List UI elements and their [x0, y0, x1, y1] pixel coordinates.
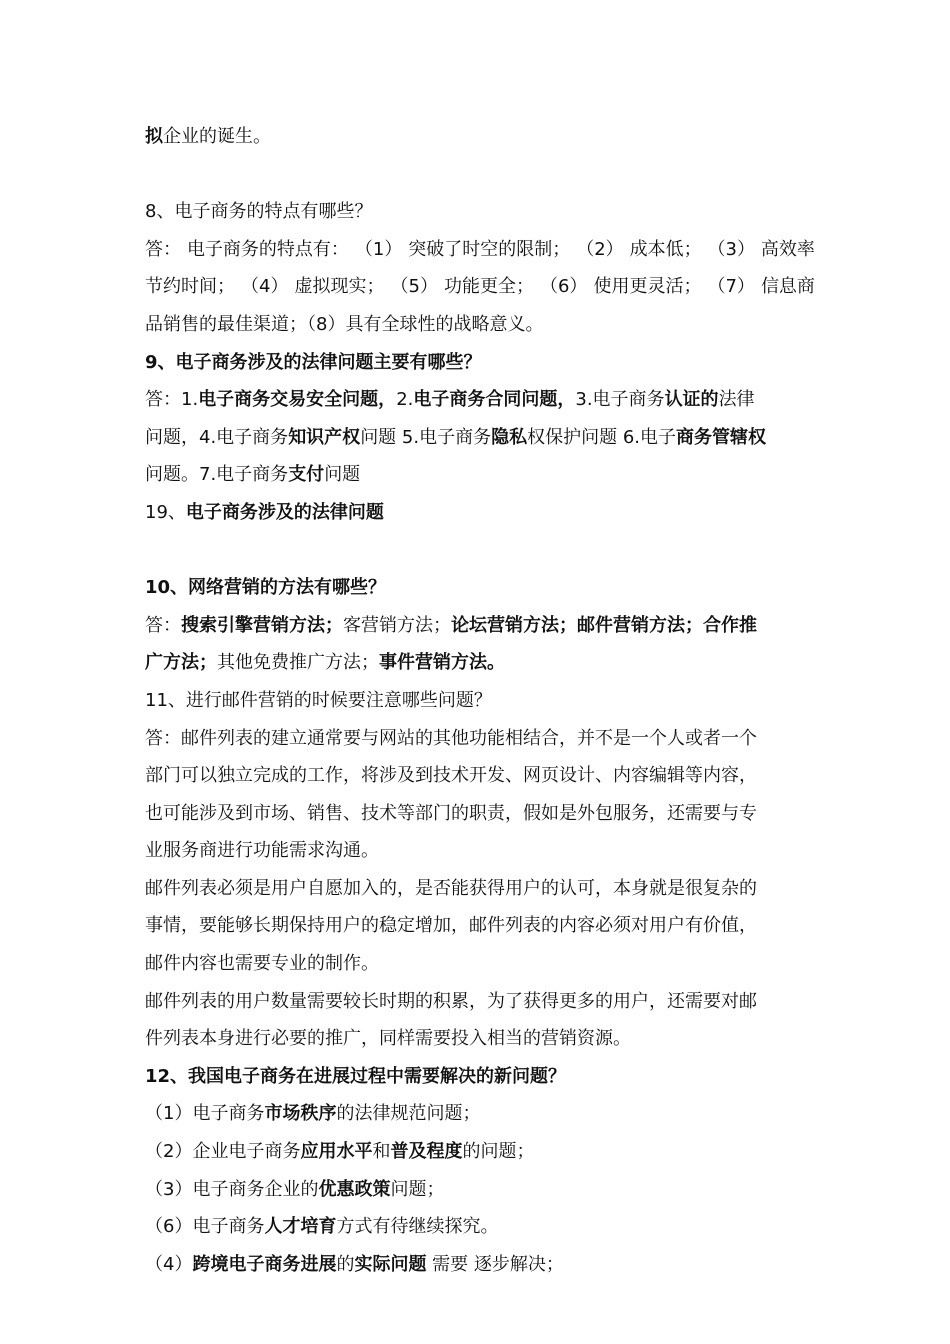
text: 信息商	[760, 276, 815, 298]
answer-line	[145, 644, 815, 682]
answer-line: 也可能涉及到市场、销售、技术等部门的职责，假如是外包服务，还需要与专	[145, 802, 757, 824]
question-heading-11: 11、进行邮件营销的时候要注意哪些问题？	[145, 689, 492, 711]
bold-text: 普及程度	[390, 1141, 463, 1163]
bold-text: 电子商务涉及的法律问题	[185, 501, 384, 523]
answer-line: 邮件列表的用户数量需要较长时期的积累，为了获得更多的用户，还需要对邮	[145, 990, 757, 1012]
list-item	[145, 1208, 815, 1246]
text: 使用更灵活；	[593, 276, 702, 298]
answer-line	[145, 494, 815, 532]
text: （1）	[354, 238, 403, 260]
bold-text: 优惠政策	[318, 1178, 391, 1200]
text: 19、	[145, 501, 186, 523]
bold-text: 实际问题	[354, 1253, 427, 1275]
paragraph-line	[145, 118, 815, 156]
text: （3）	[707, 238, 755, 260]
text: 法律	[718, 389, 755, 411]
bold-text: 广方法；	[145, 652, 217, 674]
bold-text: 搜索引擎营销方法；	[181, 614, 343, 636]
text: （6）电子商务	[145, 1216, 265, 1238]
answer-line	[145, 231, 815, 269]
answer-line	[145, 456, 815, 494]
answer-line	[145, 419, 815, 457]
text: 节约时间；	[145, 276, 235, 298]
bold-text: 市场秩序	[264, 1103, 337, 1125]
text: （1）电子商务	[145, 1103, 265, 1125]
text: 问题。7.电子商务	[145, 464, 289, 486]
question-heading-10: 10、网络营销的方法有哪些？	[145, 577, 387, 599]
text: 企业的诞生。	[163, 126, 271, 147]
text: 虚拟现实；	[294, 276, 385, 298]
bold-text: 事件营销方法。	[379, 652, 505, 674]
bold-text: 电子商务交易安全问题，	[198, 389, 397, 411]
bold-text: 支付	[288, 464, 325, 486]
answer-line: 答：邮件列表的建立通常要与网站的其他功能相结合，并不是一个人或者一个	[145, 727, 757, 749]
text: （4）	[145, 1253, 193, 1275]
bold-text: 拟	[145, 126, 163, 147]
text: （7）	[707, 276, 755, 298]
text: 问题；	[390, 1178, 445, 1200]
text: 客营销方法；	[343, 614, 451, 636]
blank-line	[145, 156, 815, 194]
question-heading-8: 8、电子商务的特点有哪些？	[145, 201, 373, 223]
answer-line: 品销售的最佳渠道；（8）具有全球性的战略意义。	[145, 313, 544, 335]
answer-line: 邮件列表必须是用户自愿加入的，是否能获得用户的认可，本身就是很复杂的	[145, 877, 757, 899]
text: 高效率	[760, 238, 815, 260]
bold-text: 电子商务合同问题，	[413, 389, 576, 411]
answer-line: 邮件内容也需要专业的制作。	[145, 953, 379, 975]
question-heading-12: 12、我国电子商务在进展过程中需要解决的新问题？	[145, 1065, 567, 1087]
text: 电子商务的特点有：	[186, 238, 349, 260]
bold-text: 商务管辖权	[676, 426, 766, 448]
answer-line: 件列表本身进行必要的推广，同样需要投入相当的营销资源。	[145, 1028, 631, 1050]
text: 需要 逐步解决；	[426, 1253, 564, 1275]
list-item	[145, 1095, 815, 1133]
list-item	[145, 1171, 815, 1209]
answer-line: 部门可以独立完成的工作，将涉及到技术开发、网页设计、内容编辑等内容，	[145, 765, 757, 787]
text: 答：	[145, 614, 181, 636]
text: 答：1.	[145, 389, 199, 411]
bold-text: 认证的	[664, 389, 719, 411]
text: （3）电子商务企业的	[145, 1178, 319, 1200]
bold-text: 论坛营销方法；邮件营销方法；合作推	[451, 614, 757, 636]
text: （5）	[390, 276, 438, 298]
text: 的	[336, 1253, 355, 1275]
text: 成本低；	[629, 238, 702, 260]
text: 和	[372, 1141, 391, 1163]
text: 3.电子商务	[575, 389, 665, 411]
text: （2）	[576, 238, 624, 260]
answer-line: 事情，要能够长期保持用户的稳定增加，邮件列表的内容必须对用户有价值，	[145, 915, 757, 937]
text: 问题	[324, 464, 361, 486]
text: 权保护问题 6.电子	[527, 426, 676, 448]
text: 的问题；	[462, 1141, 535, 1163]
text: 其他免费推广方法；	[217, 652, 379, 674]
text: 突破了时空的限制；	[408, 238, 571, 260]
answer-line: 业服务商进行功能需求沟通。	[145, 840, 379, 862]
text: 的法律规范问题；	[336, 1103, 481, 1125]
bold-text: 知识产权	[288, 426, 361, 448]
bold-text: 跨境电子商务进展	[192, 1253, 337, 1275]
text: 答：	[145, 238, 181, 260]
bold-text: 隐私	[491, 426, 528, 448]
text: 功能更全；	[443, 276, 534, 298]
text: 方式有待继续探究。	[336, 1216, 499, 1238]
text: 2.	[396, 389, 414, 411]
document-page	[145, 118, 815, 1283]
bold-text: 应用水平	[300, 1141, 373, 1163]
text: 问题 5.电子商务	[360, 426, 492, 448]
question-heading-9: 9、电子商务涉及的法律问题主要有哪些？	[145, 351, 482, 373]
bold-text: 人才培育	[264, 1216, 337, 1238]
answer-line	[145, 607, 815, 645]
text: （2）企业电子商务	[145, 1141, 301, 1163]
answer-line	[145, 268, 815, 306]
text: （6）	[539, 276, 588, 298]
text: （4）	[241, 276, 289, 298]
list-item	[145, 1133, 815, 1171]
blank-line	[145, 532, 815, 570]
list-item	[145, 1246, 815, 1284]
answer-line	[145, 381, 815, 419]
text: 问题，4.电子商务	[145, 426, 289, 448]
